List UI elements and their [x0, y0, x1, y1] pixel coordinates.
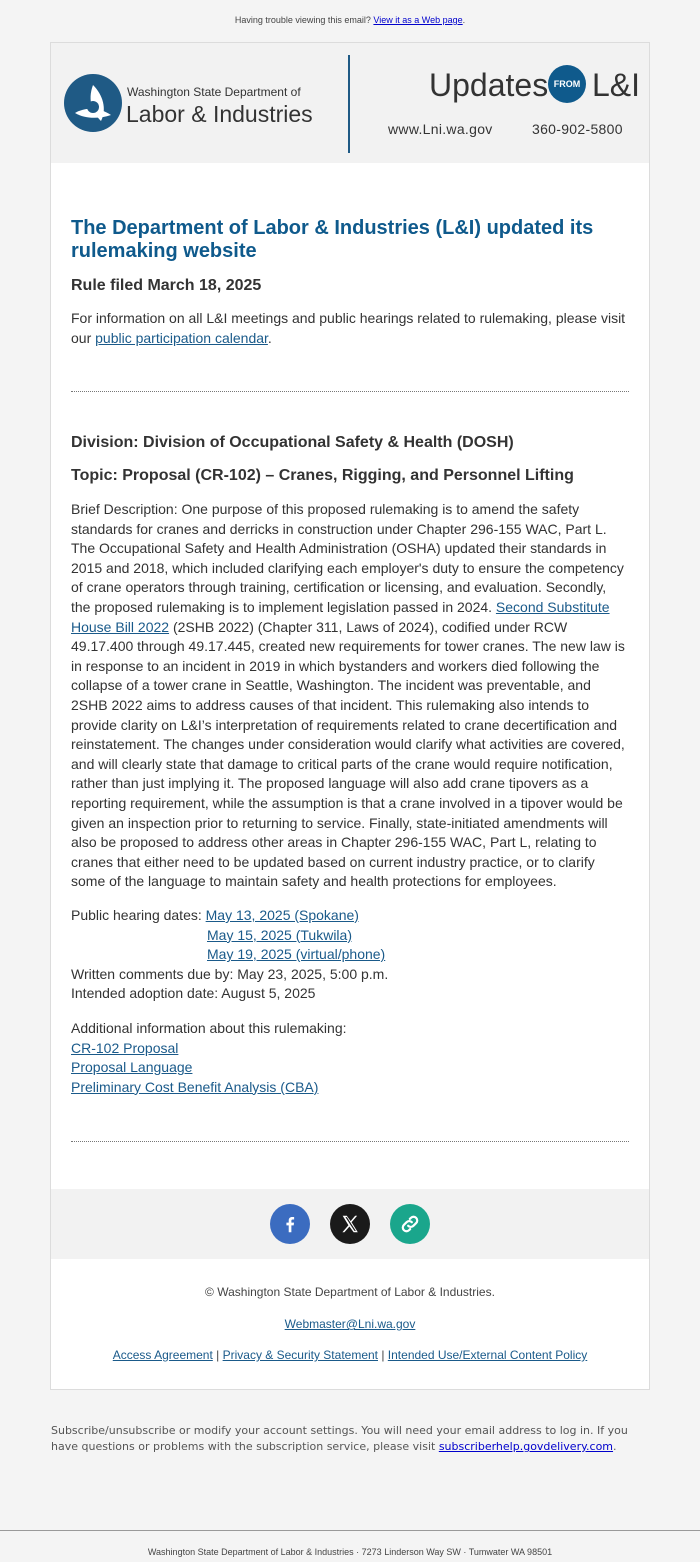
hearing-tukwila-link[interactable]: May 15, 2025 (Tukwila) [207, 926, 352, 943]
filed-date: Rule filed March 18, 2025 [71, 277, 262, 294]
header-divider [348, 55, 350, 153]
footer-links: Access Agreement | Privacy & Security Statement | Intended Use/External Content Policy [112, 1348, 588, 1362]
hearing-label: Public hearing dates: [71, 907, 206, 923]
subscriber-help-link[interactable]: subscriberhelp.govdelivery.com [438, 1440, 614, 1453]
web-view-link[interactable]: View it as a Web page [373, 15, 463, 25]
phone-text: 360-902-5800 [532, 121, 623, 137]
cr102-proposal-link[interactable]: CR-102 Proposal [71, 1039, 179, 1056]
email-header [51, 43, 649, 163]
lni-logo-icon [63, 73, 123, 133]
x-icon [339, 1213, 361, 1235]
org-name-small: Washington State Department of [127, 85, 301, 99]
brief-description: Brief Description: One purpose of this proposed rulemaking is to amend the safety standards for cranes and derricks in construction under Chapter 296-155 WAC, Part L. The Occupational Safety and Health Administration (OSHA) updated their standards in 2015 and 2018, which included clarifying each employer's duty to ensure the competency of crane operators through training, certification or licensing, and evaluation. Secondly, the proposed rulemaking is to implement legislation passed in 2024. Second Substitute House Bill 2022 (2SHB 2022) (Chapter 311, Laws of 2024), codified under RCW 49.17.400 through 49.17.445, created new requirements for tower cranes. The new law is in response to an incident in 2019 in which bystanders and workers died following the collapse of a tower crane in Seattle, Washington. The incident was preventable, and 2SHB 2022 aims to address causes of that incident. This rulemaking also intends to provide clarity on L&I’s interpretation of requirements related to crane decertification and reinstatement. The changes under consideration would clarify what activities are covered, and will clearly state that damage to critical parts of the crane would require notification, rather than just implying it. The proposed language will also add crane tipovers as a reporting requirement, while the assumption is that a crane involved in a tipover would be given an inspection prior to returning to service. Finally, state-initiated amendments will also be proposed to address other areas in Chapter 296-155 WAC, Part L, relating to cranes that either need to be updated based on current industry practice, or to clarify some of the language to maintain safety and health protections for employees. [71, 501, 625, 890]
comments-due: Written comments due by: May 23, 2025, 5:00 p.m. [71, 965, 389, 982]
privacy-statement-link[interactable]: Privacy & Security Statement [222, 1348, 378, 1362]
facebook-share-button[interactable] [270, 1204, 310, 1244]
web-view-text: Having trouble viewing this email? [234, 15, 371, 25]
mailing-address: Washington State Department of Labor & Industries · 7273 Linderson Way SW · Tumwater WA 98501 [147, 1547, 553, 1557]
divider-top [71, 391, 629, 392]
copy-link-button[interactable] [390, 1204, 430, 1244]
footer-divider [0, 1530, 700, 1531]
from-badge: FROM [548, 65, 586, 103]
subscribe-note: Subscribe/unsubscribe or modify your account settings. You will need your email address to log in. If you have questions or problems with the subscription service, please visit subscriberhelp.govdelivery.com. [51, 1424, 628, 1453]
web-view-note: Having trouble viewing this email? View it as a Web page. [234, 15, 466, 25]
webmaster-row [51, 1317, 649, 1331]
link-icon [399, 1213, 421, 1235]
social-bar [51, 1189, 649, 1259]
intro-paragraph: For information on all L&I meetings and public hearings related to rulemaking, please visit our public participation calendar. [71, 310, 626, 346]
topic-heading: Topic: Proposal (CR-102) – Cranes, Rigging, and Personnel Lifting [71, 467, 574, 484]
proposal-language-link[interactable]: Proposal Language [71, 1059, 193, 1076]
additional-info [71, 1019, 629, 1097]
updates-title: Updates [429, 67, 549, 103]
facebook-icon [279, 1213, 301, 1235]
content-policy-link[interactable]: Intended Use/External Content Policy [387, 1348, 588, 1362]
participation-calendar-link[interactable]: public participation calendar [95, 329, 268, 346]
access-agreement-link[interactable]: Access Agreement [112, 1348, 213, 1362]
hearing-virtual-link[interactable]: May 19, 2025 (virtual/phone) [207, 946, 386, 963]
adoption-date: Intended adoption date: August 5, 2025 [71, 985, 316, 1002]
additional-label: Additional information about this rulemaking: [71, 1020, 347, 1036]
website-text: www.Lni.wa.gov [388, 121, 493, 137]
li-title: L&I [592, 67, 641, 103]
cba-link[interactable]: Preliminary Cost Benefit Analysis (CBA) [71, 1078, 319, 1095]
copyright: © Washington State Department of Labor & Industries. [205, 1285, 495, 1299]
email-card [50, 42, 650, 1390]
shb-2022-link[interactable]: Second Substitute House Bill 2022 [71, 598, 610, 635]
x-share-button[interactable] [330, 1204, 370, 1244]
webmaster-link[interactable]: Webmaster@Lni.wa.gov [284, 1317, 416, 1331]
org-name-big: Labor & Industries [126, 101, 313, 127]
hearing-spokane-link[interactable]: May 13, 2025 (Spokane) [205, 907, 359, 923]
hearing-info [71, 906, 629, 1004]
division-heading: Division: Division of Occupational Safety & Health (DOSH) [71, 434, 514, 451]
divider-bottom [71, 1141, 629, 1142]
headline: The Department of Labor & Industries (L&I) updated its rulemaking website [71, 217, 594, 262]
